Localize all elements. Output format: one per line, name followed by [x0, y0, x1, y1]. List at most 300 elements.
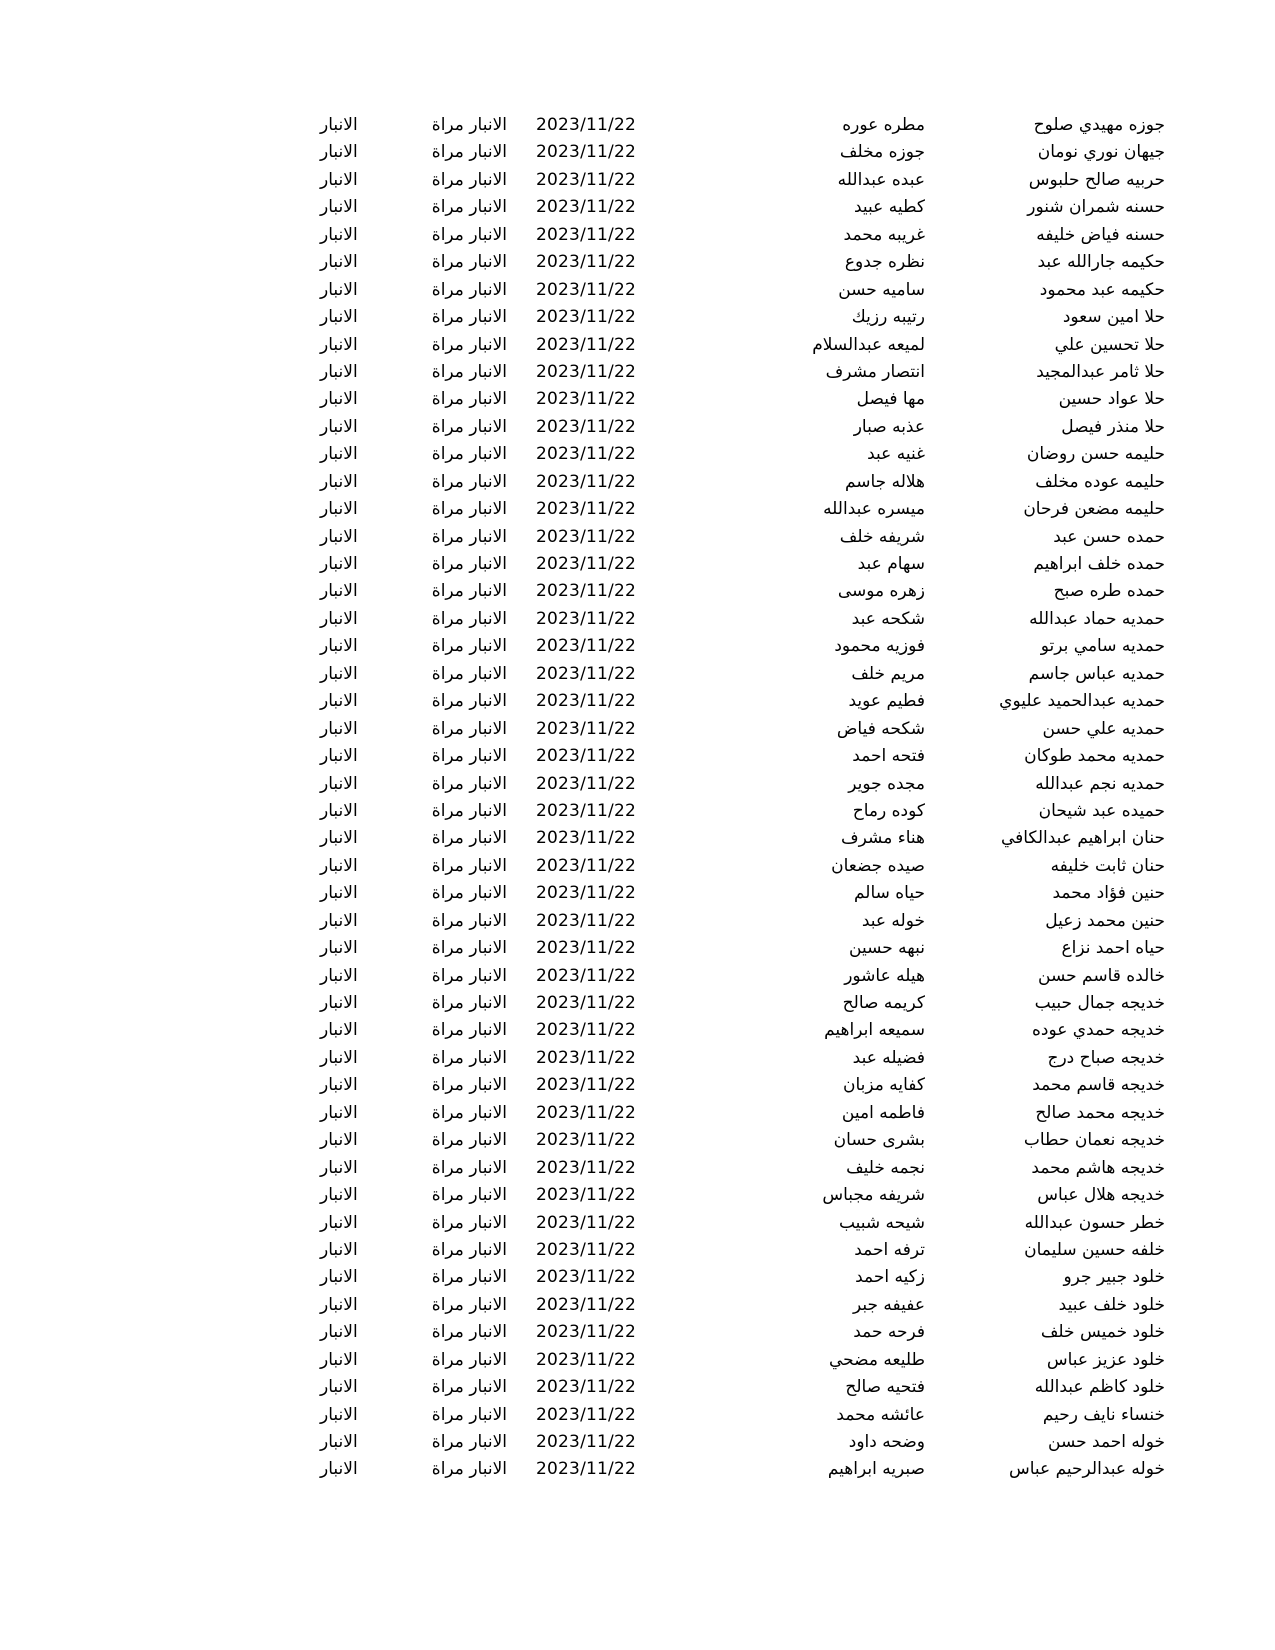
full-name-cell: حمديه عباس جاسم — [1028, 663, 1165, 684]
label-cell: الانبار مراة — [431, 800, 507, 821]
record-row — [0, 277, 1275, 304]
full-name-cell: حسنه شمران شنور — [1027, 197, 1165, 218]
province-cell: الانبار — [320, 1130, 358, 1151]
province-cell: الانبار — [320, 1239, 358, 1260]
province-cell: الانبار — [320, 1459, 358, 1480]
date-cell: 2023/11/22 — [536, 1157, 636, 1178]
label-cell: الانبار مراة — [431, 1020, 507, 1041]
province-cell: الانبار — [320, 1157, 358, 1178]
province-cell: الانبار — [320, 718, 358, 739]
full-name-cell: خنساء نايف رحيم — [1042, 1404, 1165, 1425]
mother-name-cell: شكحه عبد — [851, 608, 925, 629]
province-cell: الانبار — [320, 361, 358, 382]
mother-name-cell: غريبه محمد — [843, 224, 925, 245]
full-name-cell: خديجه قاسم محمد — [1032, 1075, 1165, 1096]
label-cell: الانبار مراة — [431, 499, 507, 520]
mother-name-cell: هيله عاشور — [844, 965, 925, 986]
full-name-cell: خديجه حمدي عوده — [1031, 1020, 1165, 1041]
full-name-cell: حنين فؤاد محمد — [1052, 883, 1165, 904]
province-cell: الانبار — [320, 1102, 358, 1123]
full-name-cell: خديجه هاشم محمد — [1031, 1157, 1165, 1178]
full-name-cell: خوله عبدالرحيم عباس — [1008, 1459, 1165, 1480]
mother-name-cell: سميعه ابراهيم — [824, 1020, 925, 1041]
record-row — [0, 853, 1275, 880]
mother-name-cell: وضحه داود — [848, 1432, 925, 1452]
label-cell: الانبار مراة — [431, 307, 507, 328]
mother-name-cell: لميعه عبدالسلام — [812, 334, 925, 355]
record-row — [0, 1155, 1275, 1182]
record-row — [0, 194, 1275, 221]
mother-name-cell: طليعه مضحي — [829, 1349, 925, 1370]
mother-name-cell: زهره موسى — [837, 581, 925, 602]
record-row — [0, 880, 1275, 907]
full-name-cell: خلود عزيز عباس — [1046, 1349, 1165, 1370]
label-cell: الانبار مراة — [431, 663, 507, 684]
label-cell: الانبار مراة — [431, 1212, 507, 1233]
date-cell: 2023/11/22 — [536, 993, 636, 1013]
record-row — [0, 908, 1275, 935]
full-name-cell: حياه احمد نزاع — [1061, 938, 1165, 959]
province-cell: الانبار — [320, 636, 358, 657]
mother-name-cell: عبده عبدالله — [837, 169, 925, 190]
label-cell: الانبار مراة — [431, 938, 507, 959]
label-cell: الانبار مراة — [431, 1377, 507, 1398]
label-cell: الانبار مراة — [431, 1404, 507, 1425]
province-cell: الانبار — [320, 224, 358, 245]
full-name-cell: خديجه نعمان حطاب — [1023, 1130, 1165, 1151]
label-cell: الانبار مراة — [431, 416, 507, 437]
date-cell: 2023/11/22 — [536, 471, 636, 492]
date-cell: 2023/11/22 — [536, 828, 636, 849]
full-name-cell: خديجه هلال عباس — [1037, 1185, 1165, 1206]
province-cell: الانبار — [320, 883, 358, 904]
label-cell: الانبار مراة — [431, 718, 507, 739]
label-cell: الانبار مراة — [431, 1239, 507, 1260]
full-name-cell: جوزه مهيدي صلوح — [1033, 115, 1165, 135]
mother-name-cell: حياه سالم — [853, 883, 925, 904]
label-cell: الانبار مراة — [431, 1157, 507, 1178]
full-name-cell: جيهان نوري نومان — [1037, 142, 1165, 163]
province-cell: الانبار — [320, 828, 358, 849]
mother-name-cell: كطيه عبيد — [853, 197, 925, 218]
date-cell: 2023/11/22 — [536, 279, 636, 300]
province-cell: الانبار — [320, 691, 358, 712]
mother-name-cell: هناء مشرف — [841, 828, 925, 849]
mother-name-cell: شريفه مجباس — [822, 1185, 925, 1206]
label-cell: الانبار مراة — [431, 169, 507, 190]
record-row — [0, 606, 1275, 633]
full-name-cell: حنين محمد زعيل — [1045, 910, 1165, 931]
full-name-cell: حمده طره صبح — [1053, 581, 1165, 602]
full-name-cell: حمديه عبدالحميد عليوي — [999, 691, 1165, 712]
record-row — [0, 1292, 1275, 1319]
date-cell: 2023/11/22 — [536, 1432, 636, 1452]
date-cell: 2023/11/22 — [536, 965, 636, 986]
record-row — [0, 798, 1275, 825]
record-row — [0, 716, 1275, 743]
date-cell: 2023/11/22 — [536, 910, 636, 931]
mother-name-cell: ساميه حسن — [838, 279, 925, 300]
date-cell: 2023/11/22 — [536, 1239, 636, 1260]
date-cell: 2023/11/22 — [536, 1459, 636, 1480]
label-cell: الانبار مراة — [431, 1185, 507, 1206]
province-cell: الانبار — [320, 1185, 358, 1206]
label-cell: الانبار مراة — [431, 773, 507, 794]
record-row — [0, 633, 1275, 660]
date-cell: 2023/11/22 — [536, 499, 636, 520]
province-cell: الانبار — [320, 471, 358, 492]
province-cell: الانبار — [320, 938, 358, 959]
province-cell: الانبار — [320, 499, 358, 520]
province-cell: الانبار — [320, 252, 358, 273]
date-cell: 2023/11/22 — [536, 389, 636, 410]
label-cell: الانبار مراة — [431, 334, 507, 355]
record-row — [0, 661, 1275, 688]
record-row — [0, 386, 1275, 413]
province-cell: الانبار — [320, 1404, 358, 1425]
full-name-cell: حسنه فياض خليفه — [1036, 224, 1165, 245]
province-cell: الانبار — [320, 1212, 358, 1233]
label-cell: الانبار مراة — [431, 608, 507, 629]
date-cell: 2023/11/22 — [536, 1130, 636, 1151]
date-cell: 2023/11/22 — [536, 938, 636, 959]
record-row — [0, 469, 1275, 496]
record-row — [0, 1456, 1275, 1483]
full-name-cell: خلود خميس خلف — [1040, 1322, 1165, 1343]
date-cell: 2023/11/22 — [536, 718, 636, 739]
mother-name-cell: فطيم عويد — [848, 691, 925, 712]
label-cell: الانبار مراة — [431, 1322, 507, 1343]
full-name-cell: حلا امين سعود — [1062, 307, 1165, 328]
date-cell: 2023/11/22 — [536, 636, 636, 657]
province-cell: الانبار — [320, 746, 358, 767]
mother-name-cell: فاطمه امين — [841, 1102, 925, 1123]
full-name-cell: حليمه عوده مخلف — [1035, 471, 1165, 492]
full-name-cell: حنان ابراهيم عبدالكافي — [1000, 828, 1165, 849]
province-cell: الانبار — [320, 1322, 358, 1343]
mother-name-cell: خوله عبد — [861, 910, 925, 931]
date-cell: 2023/11/22 — [536, 1212, 636, 1233]
date-cell: 2023/11/22 — [536, 444, 636, 465]
full-name-cell: حربيه صالح حلبوس — [1028, 169, 1165, 190]
mother-name-cell: مريم خلف — [851, 663, 925, 684]
full-name-cell: حنان ثابت خليفه — [1050, 855, 1165, 876]
record-row — [0, 1045, 1275, 1072]
mother-name-cell: نبهه حسين — [849, 938, 925, 959]
mother-name-cell: نظره جدوع — [844, 252, 925, 273]
full-name-cell: حلا ثامر عبدالمجيد — [1036, 361, 1165, 382]
label-cell: الانبار مراة — [431, 526, 507, 547]
label-cell: الانبار مراة — [431, 279, 507, 300]
date-cell: 2023/11/22 — [536, 361, 636, 382]
province-cell: الانبار — [320, 855, 358, 876]
province-cell: الانبار — [320, 334, 358, 355]
mother-name-cell: شكحه فياض — [836, 718, 925, 739]
date-cell: 2023/11/22 — [536, 252, 636, 273]
record-row — [0, 963, 1275, 990]
mother-name-cell: كفايه مزبان — [842, 1075, 925, 1096]
record-row — [0, 825, 1275, 852]
full-name-cell: خلود خلف عبيد — [1058, 1294, 1165, 1315]
province-cell: الانبار — [320, 965, 358, 986]
full-name-cell: حمده حسن عبد — [1053, 526, 1165, 547]
full-name-cell: حمديه نجم عبدالله — [1035, 773, 1165, 794]
record-row — [0, 1182, 1275, 1209]
mother-name-cell: سهام عبد — [857, 554, 925, 574]
label-cell: الانبار مراة — [431, 1102, 507, 1123]
mother-name-cell: مجده جوير — [848, 773, 925, 794]
record-row — [0, 688, 1275, 715]
mother-name-cell: ميسره عبدالله — [823, 499, 925, 520]
full-name-cell: حكيمه عبد محمود — [1039, 279, 1165, 300]
date-cell: 2023/11/22 — [536, 1020, 636, 1041]
record-row — [0, 167, 1275, 194]
province-cell: الانبار — [320, 1075, 358, 1096]
mother-name-cell: عفيفه جبر — [852, 1294, 925, 1315]
mother-name-cell: ترفه احمد — [854, 1239, 925, 1260]
label-cell: الانبار مراة — [431, 1075, 507, 1096]
province-cell: الانبار — [320, 1349, 358, 1370]
record-row — [0, 1374, 1275, 1401]
province-cell: الانبار — [320, 1267, 358, 1288]
date-cell: 2023/11/22 — [536, 1404, 636, 1425]
province-cell: الانبار — [320, 554, 358, 574]
full-name-cell: حمديه حماد عبدالله — [1029, 608, 1165, 629]
date-cell: 2023/11/22 — [536, 1102, 636, 1123]
label-cell: الانبار مراة — [431, 252, 507, 273]
date-cell: 2023/11/22 — [536, 663, 636, 684]
province-cell: الانبار — [320, 1294, 358, 1315]
mother-name-cell: كوده رماح — [852, 800, 925, 821]
full-name-cell: خديجه محمد صالح — [1035, 1102, 1165, 1123]
label-cell: الانبار مراة — [431, 883, 507, 904]
full-name-cell: خديجه صباح درج — [1047, 1047, 1165, 1068]
full-name-cell: خوله احمد حسن — [1048, 1432, 1165, 1452]
full-name-cell: خلود جبير جرو — [1063, 1267, 1165, 1288]
record-row — [0, 935, 1275, 962]
label-cell: الانبار مراة — [431, 471, 507, 492]
mother-name-cell: بشرى حسان — [833, 1130, 925, 1151]
label-cell: الانبار مراة — [431, 361, 507, 382]
province-cell: الانبار — [320, 115, 358, 135]
record-row — [0, 1319, 1275, 1346]
date-cell: 2023/11/22 — [536, 855, 636, 876]
label-cell: الانبار مراة — [431, 910, 507, 931]
record-row — [0, 249, 1275, 276]
label-cell: الانبار مراة — [431, 142, 507, 163]
province-cell: الانبار — [320, 663, 358, 684]
mother-name-cell: فتحه احمد — [852, 746, 925, 767]
full-name-cell: حلا تحسين علي — [1054, 334, 1165, 355]
mother-name-cell: فوزيه محمود — [834, 636, 925, 657]
province-cell: الانبار — [320, 910, 358, 931]
province-cell: الانبار — [320, 142, 358, 163]
mother-name-cell: شريفه خلف — [839, 526, 925, 547]
province-cell: الانبار — [320, 1020, 358, 1041]
date-cell: 2023/11/22 — [536, 307, 636, 328]
province-cell: الانبار — [320, 1377, 358, 1398]
label-cell: الانبار مراة — [431, 636, 507, 657]
full-name-cell: حمديه محمد طوكان — [1024, 746, 1165, 767]
mother-name-cell: جوزه مخلف — [839, 142, 925, 163]
mother-name-cell: فتحيه صالح — [845, 1377, 925, 1398]
label-cell: الانبار مراة — [431, 1349, 507, 1370]
date-cell: 2023/11/22 — [536, 197, 636, 218]
mother-name-cell: شيحه شبيب — [838, 1212, 925, 1233]
mother-name-cell: صبريه ابراهيم — [827, 1459, 925, 1480]
record-row — [0, 1127, 1275, 1154]
mother-name-cell: صيده جضعان — [831, 855, 925, 876]
province-cell: الانبار — [320, 1432, 358, 1452]
record-row — [0, 1072, 1275, 1099]
date-cell: 2023/11/22 — [536, 608, 636, 629]
mother-name-cell: عذبه صبار — [853, 416, 925, 437]
province-cell: الانبار — [320, 444, 358, 465]
full-name-cell: حليمه حسن روضان — [1026, 444, 1165, 465]
record-row — [0, 139, 1275, 166]
label-cell: الانبار مراة — [431, 828, 507, 849]
label-cell: الانبار مراة — [431, 993, 507, 1013]
date-cell: 2023/11/22 — [536, 800, 636, 821]
date-cell: 2023/11/22 — [536, 115, 636, 135]
label-cell: الانبار مراة — [431, 1294, 507, 1315]
label-cell: الانبار مراة — [431, 746, 507, 767]
label-cell: الانبار مراة — [431, 1459, 507, 1480]
label-cell: الانبار مراة — [431, 554, 507, 574]
date-cell: 2023/11/22 — [536, 1185, 636, 1206]
label-cell: الانبار مراة — [431, 115, 507, 135]
province-cell: الانبار — [320, 581, 358, 602]
date-cell: 2023/11/22 — [536, 1322, 636, 1343]
full-name-cell: حمديه سامي برتو — [1040, 636, 1165, 657]
date-cell: 2023/11/22 — [536, 1377, 636, 1398]
full-name-cell: خلود كاظم عبدالله — [1034, 1377, 1165, 1398]
mother-name-cell: رتيبه رزيك — [851, 307, 925, 328]
province-cell: الانبار — [320, 526, 358, 547]
label-cell: الانبار مراة — [431, 444, 507, 465]
record-row — [0, 578, 1275, 605]
mother-name-cell: نجمه خليف — [846, 1157, 925, 1178]
date-cell: 2023/11/22 — [536, 224, 636, 245]
label-cell: الانبار مراة — [431, 855, 507, 876]
record-row — [0, 332, 1275, 359]
label-cell: الانبار مراة — [431, 691, 507, 712]
province-cell: الانبار — [320, 279, 358, 300]
record-row — [0, 743, 1275, 770]
records-list — [0, 112, 1275, 1484]
date-cell: 2023/11/22 — [536, 526, 636, 547]
date-cell: 2023/11/22 — [536, 581, 636, 602]
record-row — [0, 1264, 1275, 1291]
province-cell: الانبار — [320, 800, 358, 821]
mother-name-cell: مها فيصل — [856, 389, 925, 410]
mother-name-cell: زكيه احمد — [855, 1267, 925, 1288]
label-cell: الانبار مراة — [431, 389, 507, 410]
date-cell: 2023/11/22 — [536, 746, 636, 767]
mother-name-cell: انتصار مشرف — [825, 361, 925, 382]
province-cell: الانبار — [320, 169, 358, 190]
mother-name-cell: فرحه حمد — [853, 1322, 925, 1343]
full-name-cell: خطر حسون عبدالله — [1024, 1212, 1165, 1233]
date-cell: 2023/11/22 — [536, 883, 636, 904]
label-cell: الانبار مراة — [431, 1130, 507, 1151]
full-name-cell: خديجه جمال حبيب — [1034, 993, 1165, 1013]
record-row — [0, 222, 1275, 249]
full-name-cell: خلفه حسين سليمان — [1024, 1239, 1165, 1260]
full-name-cell: حمديه علي حسن — [1042, 718, 1165, 739]
province-cell: الانبار — [320, 1047, 358, 1068]
full-name-cell: حليمه مضعن فرحان — [1023, 499, 1165, 520]
label-cell: الانبار مراة — [431, 1047, 507, 1068]
date-cell: 2023/11/22 — [536, 1267, 636, 1288]
mother-name-cell: هلاله جاسم — [844, 471, 925, 492]
date-cell: 2023/11/22 — [536, 1349, 636, 1370]
mother-name-cell: غنيه عبد — [867, 444, 925, 465]
full-name-cell: حلا منذر فيصل — [1061, 416, 1165, 437]
record-row — [0, 112, 1275, 139]
record-row — [0, 359, 1275, 386]
date-cell: 2023/11/22 — [536, 773, 636, 794]
full-name-cell: حمده خلف ابراهيم — [1033, 554, 1165, 574]
province-cell: الانبار — [320, 773, 358, 794]
mother-name-cell: كريمه صالح — [842, 993, 925, 1013]
mother-name-cell: عائشه محمد — [836, 1404, 925, 1425]
date-cell: 2023/11/22 — [536, 1047, 636, 1068]
date-cell: 2023/11/22 — [536, 142, 636, 163]
record-row — [0, 1017, 1275, 1044]
label-cell: الانبار مراة — [431, 197, 507, 218]
date-cell: 2023/11/22 — [536, 416, 636, 437]
record-row — [0, 1100, 1275, 1127]
mother-name-cell: فضيله عبد — [852, 1047, 925, 1068]
province-cell: الانبار — [320, 197, 358, 218]
record-row — [0, 551, 1275, 578]
record-row — [0, 990, 1275, 1017]
record-row — [0, 1237, 1275, 1264]
record-row — [0, 1347, 1275, 1374]
label-cell: الانبار مراة — [431, 1267, 507, 1288]
full-name-cell: خالده قاسم حسن — [1038, 965, 1165, 986]
date-cell: 2023/11/22 — [536, 334, 636, 355]
province-cell: الانبار — [320, 307, 358, 328]
full-name-cell: حميده عبد شيحان — [1038, 800, 1165, 821]
record-row — [0, 496, 1275, 523]
date-cell: 2023/11/22 — [536, 169, 636, 190]
label-cell: الانبار مراة — [431, 1432, 507, 1452]
record-row — [0, 524, 1275, 551]
record-row — [0, 414, 1275, 441]
date-cell: 2023/11/22 — [536, 1294, 636, 1315]
record-row — [0, 304, 1275, 331]
province-cell: الانبار — [320, 389, 358, 410]
mother-name-cell: مطره عوره — [842, 115, 925, 135]
label-cell: الانبار مراة — [431, 224, 507, 245]
record-row — [0, 1210, 1275, 1237]
date-cell: 2023/11/22 — [536, 1075, 636, 1096]
date-cell: 2023/11/22 — [536, 691, 636, 712]
label-cell: الانبار مراة — [431, 581, 507, 602]
full-name-cell: حكيمه جارالله عبد — [1037, 252, 1165, 273]
date-cell: 2023/11/22 — [536, 554, 636, 574]
province-cell: الانبار — [320, 993, 358, 1013]
label-cell: الانبار مراة — [431, 965, 507, 986]
record-row — [0, 1429, 1275, 1456]
province-cell: الانبار — [320, 608, 358, 629]
province-cell: الانبار — [320, 416, 358, 437]
full-name-cell: حلا عواد حسين — [1058, 389, 1165, 410]
record-row — [0, 771, 1275, 798]
record-row — [0, 1402, 1275, 1429]
